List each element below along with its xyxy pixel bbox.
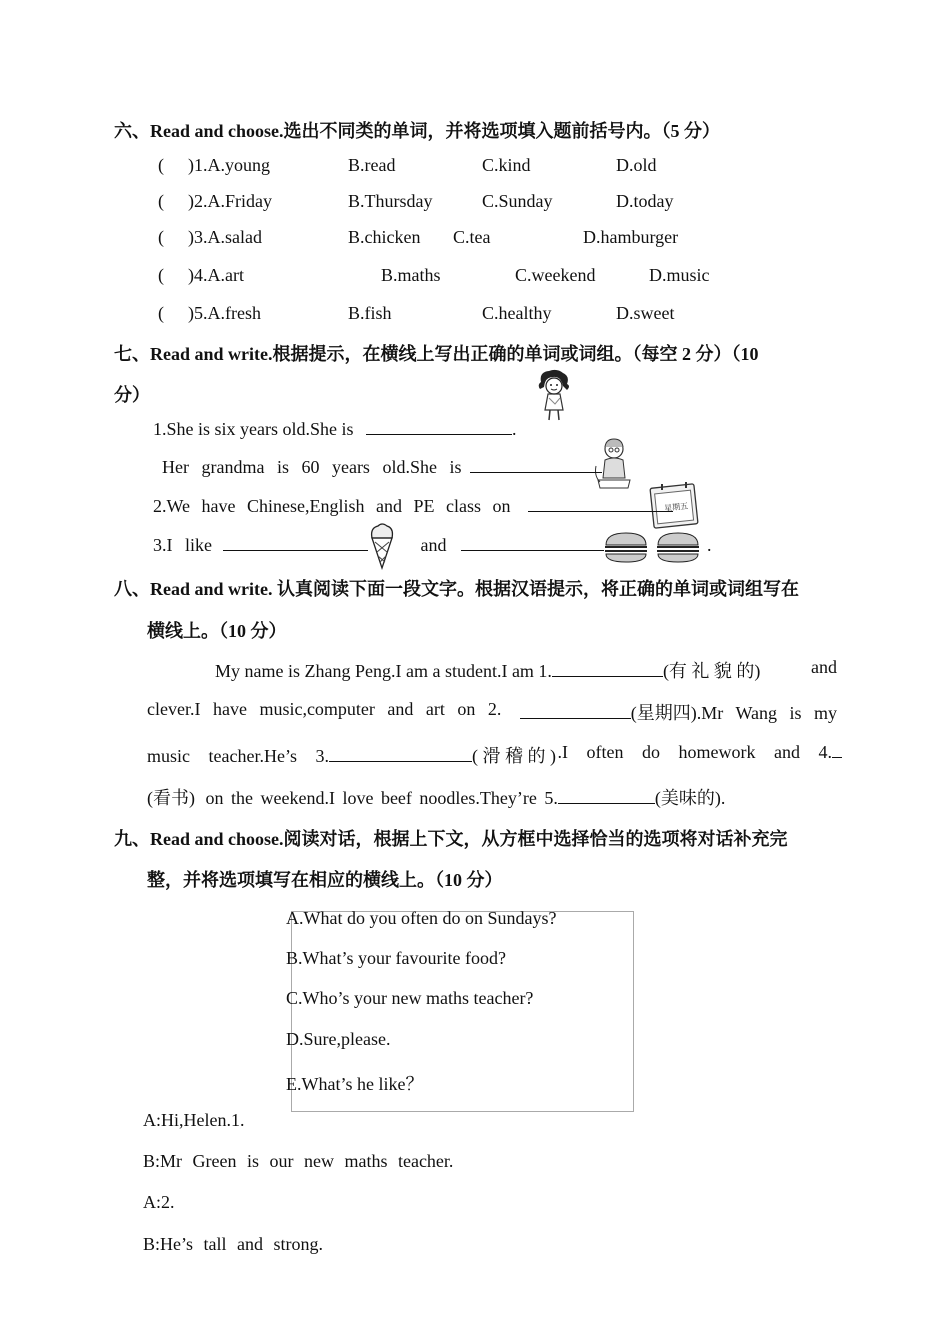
section-7-title-cont: 分）	[114, 385, 150, 405]
answer-blank[interactable]	[528, 496, 673, 512]
section-9-title-cont: 整，并将选项填写在相应的横线上。（10 分）	[147, 870, 503, 890]
option-a: )4.A.art	[188, 265, 244, 285]
section-8-title: 八、Read and write. 认真阅读下面一段文字。根据汉语提示，将正确的单词或词组写在	[114, 579, 799, 599]
option-item: E.What’s he like？	[286, 1074, 424, 1094]
s8-line-1: My name is Zhang Peng.I am a student.I am 1. (有 礼 貌 的) and	[215, 657, 837, 681]
paren: (	[158, 191, 164, 211]
option-d: D.hamburger	[583, 227, 679, 247]
answer-blank[interactable]	[329, 746, 472, 762]
option-a: )5.A.fresh	[188, 303, 261, 323]
option-item: C.Who’s your new maths teacher?	[286, 988, 534, 1008]
option-d: D.music	[649, 265, 710, 285]
option-c: C.healthy	[482, 303, 552, 323]
answer-blank[interactable]	[552, 661, 663, 677]
option-d: D.sweet	[616, 303, 675, 323]
option-d: D.today	[616, 191, 674, 211]
option-a: )3.A.salad	[188, 227, 262, 247]
paren: (	[158, 265, 164, 285]
calendar-label: 星期五	[663, 501, 689, 514]
answer-blank[interactable]	[470, 457, 602, 473]
answer-blank[interactable]	[558, 788, 655, 804]
option-d: D.old	[616, 155, 657, 175]
option-a: )1.A.young	[188, 155, 270, 175]
ice-cream-icon	[368, 522, 396, 570]
dialog-line: B:Mr Green is our new maths teacher.	[143, 1151, 454, 1171]
hamburger-icon	[602, 531, 706, 565]
s8-line-2: clever.I have music,computer and art on 2. (星期四).Mr Wang is my	[147, 699, 837, 723]
answer-blank[interactable]	[366, 419, 512, 435]
section-8-title-cont: 横线上。（10 分）	[147, 621, 287, 641]
section-9-title: 九、Read and choose.阅读对话，根据上下文，从方框中选择恰当的选项将对话补充完	[114, 829, 788, 849]
s7-q3-end: .	[707, 535, 712, 555]
option-item: B.What’s your favourite food?	[286, 948, 506, 968]
dialog-line: A:2.	[143, 1192, 175, 1212]
option-b: B.read	[348, 155, 396, 175]
s8-line-3: music teacher.He’s 3. ( 滑 稽 的 ) .I often do homework and 4.	[147, 742, 842, 768]
option-c: C.Sunday	[482, 191, 553, 211]
section-6-title: 六、Read and choose.选出不同类的单词，并将选项填入题前括号内。（5 分）	[114, 121, 721, 141]
s7-q2: 2.We have Chinese,English and PE class on	[153, 496, 673, 517]
answer-blank[interactable]	[832, 742, 842, 758]
paren: (	[158, 227, 164, 247]
section-7-title: 七、Read and write.根据提示，在横线上写出正确的单词或词组。（每空 2 分）（10	[114, 344, 759, 364]
option-item: D.Sure,please.	[286, 1029, 391, 1049]
option-item: A.What do you often do on Sundays?	[286, 908, 557, 928]
option-c: C.kind	[482, 155, 531, 175]
dialog-line: A:Hi,Helen.1.	[143, 1110, 245, 1130]
option-b: B.fish	[348, 303, 392, 323]
dialog-line: B:He’s tall and strong.	[143, 1234, 323, 1254]
answer-blank[interactable]	[223, 535, 368, 551]
option-b: B.Thursday	[348, 191, 433, 211]
s7-q1a: 1.She is six years old.She is .	[153, 419, 517, 439]
option-a: )2.A.Friday	[188, 191, 272, 211]
option-b: B.maths	[381, 265, 441, 285]
s8-line-4: (看书) on the weekend.I love beef noodles.They’re 5. (美味的).	[147, 788, 726, 808]
young-girl-icon	[533, 368, 575, 422]
paren: (	[158, 303, 164, 323]
s7-q3: 3.I like and	[153, 535, 604, 556]
answer-blank[interactable]	[461, 535, 604, 551]
option-c: C.tea	[453, 227, 491, 247]
s7-q1b: Her grandma is 60 years old.She is	[162, 457, 602, 478]
paren: (	[158, 155, 164, 175]
option-b: B.chicken	[348, 227, 421, 247]
answer-blank[interactable]	[520, 703, 631, 719]
option-c: C.weekend	[515, 265, 596, 285]
